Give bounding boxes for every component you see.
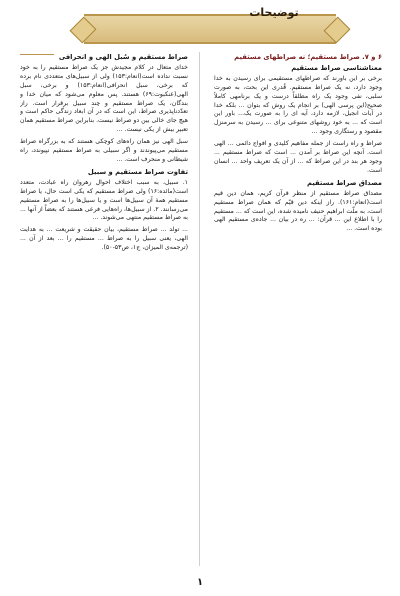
section-heading: ۶ و ۷. صراط مستقیم؛ نه صراطهای مستقیم (234, 53, 382, 61)
paragraph: برخی بر این باورند که صراطهای مستقیمی برای رسیدن به خدا وجود دارد، نه یک صراط مستقیم. قُدری این بحث، به صورت سلبی، نفی وجود یک راه مطلقاً درست و یک برنامهی کاملاً صحیح(این پرسی الهی) بر انجام یک روش که بتوان ... بلکه خدا در آیات انجیل، لازمه دارد، آیه ای را به صورت یک... باور این است که ... به خود روشهای متنوعی برای ... رسیدن به سرمنزل مقصود و رستگاری وجود ... (214, 74, 382, 136)
right-column (214, 52, 382, 570)
paragraph: ۱. سبیل، به سبب اختلاف احوال رهروان راه عبادت، متعدد است(مائده:۱۶) ولی صراط مستقیم که یکی است حال، یا صراط مستقیم همهٔ آن سبیل‌ها است و یا سبیل‌ها را به صراط مستقیم می‌رسانند. ۲. از سبیل‌ها، راه‌هایی فرعی هستند که بعضاً از آنها ... به صراط مستقیم منتهی می‌شوند. ... (20, 178, 188, 222)
subsection-heading: معناشناسی صراط مستقیم (291, 63, 382, 72)
page-title: توضیحات (249, 6, 299, 19)
paragraph: خدای متعال در کلام مجیدش جز یک صراط مستقیم را به خود نسبت نداده است(انعام:۱۵۳) ولی از سبیل‌های متعددی نام برده که برخی، سبل انحرافی(انعام:۱۵۳) و برخی، سبل الهی(عنکبوت:۶۹) هستند. پس معلوم می‌شود که میان خدا و بندگان، یک صراط مستقیم و چند سبیل برقرار است. راز تعدّدناپذیری صراط، این است که در آن ابعاد زندگی حاکم است و هیچ جای خالی بین دو صراط نیست. بنابراین صراط مستقیم همان تعبیر بیش از یکی نیست. ... (20, 63, 188, 134)
subsection-heading: مصداق صراط مستقیم (306, 178, 382, 187)
column-divider (199, 52, 200, 566)
page-number: ۱ (196, 577, 204, 588)
subsection-heading: تفاوت صراط مستقیم و سبیل (87, 167, 188, 176)
left-column (20, 52, 188, 570)
paragraph: صراط و راه راست از جمله مفاهیم کلیدی و افواج دائمی ... الهی است. آنچه این صراط بر آمدن ... است که صراط مستقیم ... وجود هر بند در این صراط که ... از آن یک تعریف واحد ... انسان است. (214, 140, 382, 174)
paragraph: مصداق صراط مستقیم از منظر قرآن کریم، همان دین قیم است(انعام:۱۶۱). راز اینکه دین قیّم که همان صراط مستقیم است، به ملّت ابراهیم حنیف نامیده شده، این است که ... مستقیم را با اطلاع این ... قرآن: ... ره در بیان ... جاده‌ی مستقیم الهی بوده است. ... (214, 189, 382, 233)
paragraph: سبل الهی نیز همان راه‌های کوچکی هستند که به بزرگراه صراط مستقیم می‌پیوندند و اگر سبیلی به صراط مستقیم نپیوندد، راه شیطانی و منحرف است. ... (20, 138, 188, 163)
paragraph: ... تولد ... صراط مستقیم، بیان حقیقت و شریعت ... به هدایت الهی، یعنی سبیل را به صراط ... مستقیم را ... بعد از آن ... (ترجمه‌ی المیزان، ج۱، ص۵۳-۵۰). (20, 226, 188, 252)
section-heading: صراط مستقیم و سُبل الهی و انحرافی (58, 53, 188, 61)
